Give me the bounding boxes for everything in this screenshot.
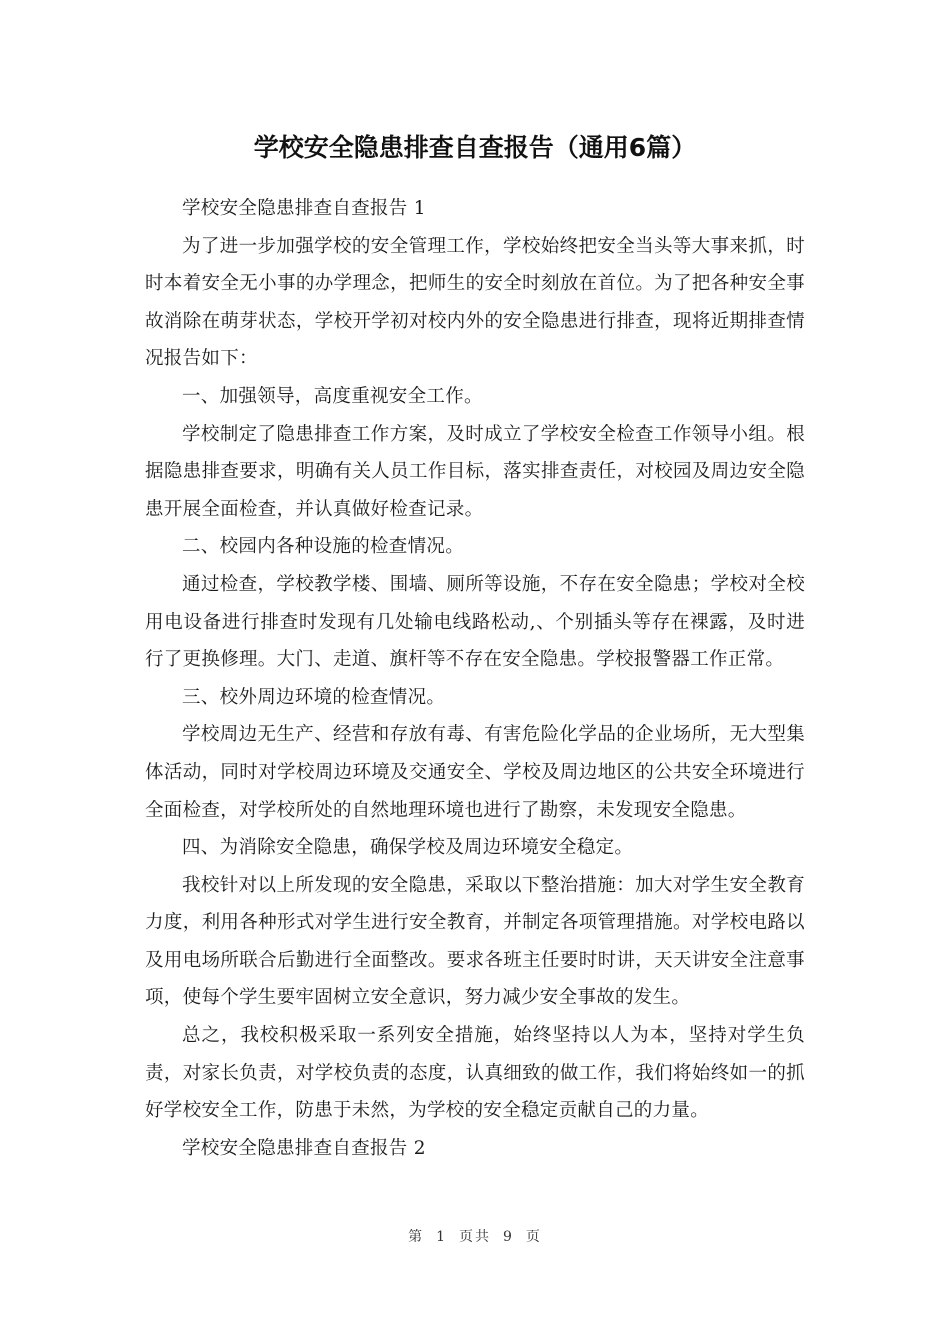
footer-total-pages: 9 — [503, 1229, 514, 1245]
footer-current-page: 1 — [436, 1229, 447, 1245]
section-heading-report-2: 学校安全隐患排查自查报告 2 — [182, 1137, 426, 1159]
footer-label-end: 页 — [525, 1229, 542, 1245]
section-heading-surroundings: 三、校外周边环境的检查情况。 — [182, 686, 446, 708]
section-heading-leadership: 一、加强领导，高度重视安全工作。 — [182, 385, 483, 407]
footer-label-page: 第 — [408, 1229, 425, 1245]
page-footer — [0, 1227, 950, 1247]
paragraph-leadership: 学校制定了隐患排查工作方案，及时成立了学校安全检查工作领导小组。根据隐患排查要求，明确有关人员工作目标，落实排查责任，对校园及周边安全隐患开展全面检查，并认真做好检查记录。 — [145, 423, 805, 520]
section-heading-report-1: 学校安全隐患排查自查报告 1 — [182, 198, 426, 219]
paragraph-intro: 为了进一步加强学校的安全管理工作，学校始终把安全当头等大事来抓，时时本着安全无小事的办学理念，把师生的安全时刻放在首位。为了把各种安全事故消除在萌芽状态，学校开学初对校内外的安全隐患进行排查，现将近期排查情况报告如下： — [145, 235, 805, 370]
paragraph-measures: 我校针对以上所发现的安全隐患，采取以下整治措施：加大对学生安全教育力度，利用各种形式对学生进行安全教育，并制定各项管理措施。对学校电路以及用电场所联合后勤进行全面整改。要求各班主任要时时讲，天天讲安全注意事项，使每个学生要牢固树立安全意识，努力减少安全事故的发生。 — [145, 874, 805, 1009]
paragraph-facilities: 通过检查，学校教学楼、围墙、厕所等设施，不存在安全隐患；学校对全校用电设备进行排查时发现有几处输电线路松动,、个别插头等存在裸露，及时进行了更换修理。大门、走道、旗杆等不存在安全隐患。学校报警器工作正常。 — [145, 573, 805, 671]
document-title: 学校安全隐患排查自查报告（通用6篇） — [253, 133, 697, 162]
paragraph-conclusion: 总之，我校积极采取一系列安全措施，始终坚持以人为本，坚持对学生负责，对家长负责，对学校负责的态度，认真细致的做工作，我们将始终如一的抓好学校安全工作，防患于未然，为学校的安全稳定贡献自己的力量。 — [145, 1025, 805, 1122]
footer-label-of: 页共 — [459, 1229, 491, 1245]
section-heading-measures: 四、为消除安全隐患，确保学校及周边环境安全稳定。 — [182, 837, 634, 859]
section-heading-facilities: 二、校园内各种设施的检查情况。 — [182, 536, 465, 558]
paragraph-surroundings: 学校周边无生产、经营和存放有毒、有害危险化学品的企业场所，无大型集体活动，同时对学校周边环境及交通安全、学校及周边地区的公共安全环境进行全面检查，对学校所处的自然地理环境也进行了勘察，未发现安全隐患。 — [145, 724, 805, 821]
document-body — [145, 190, 805, 1167]
